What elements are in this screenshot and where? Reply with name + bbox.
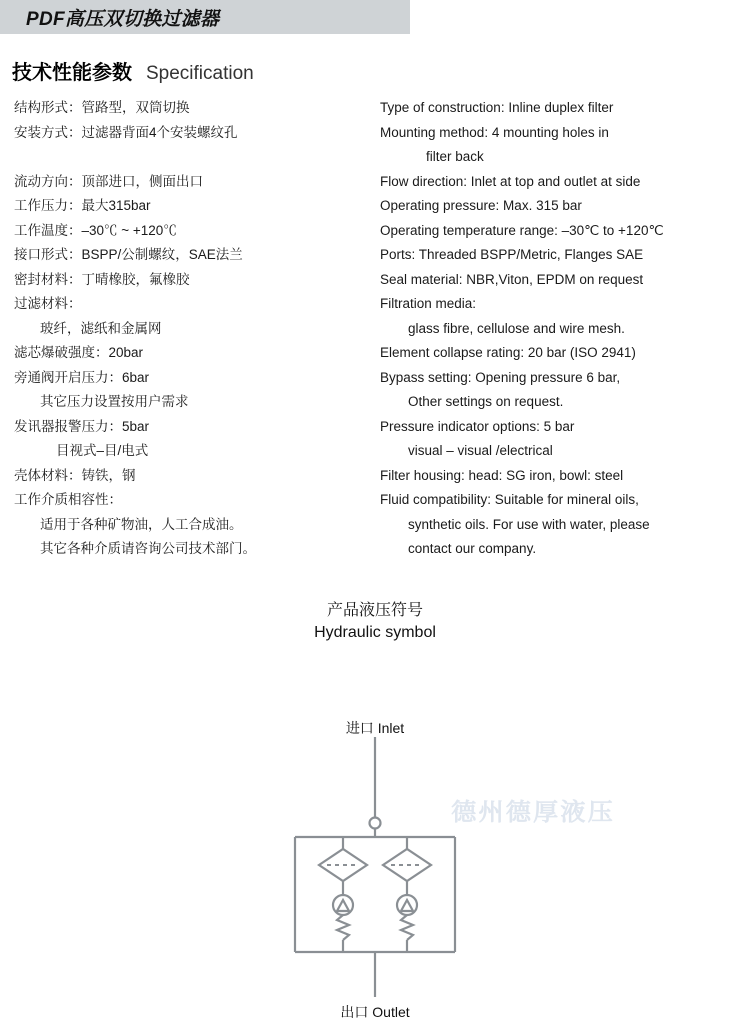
hydraulic-symbol-section — [0, 600, 750, 1020]
spec-label-cn: 目视式–目/电式 — [56, 443, 149, 458]
spec-label-en: Filter housing: head: SG iron, bowl: steel — [380, 467, 624, 483]
spec-label-en: Other settings on request. — [408, 394, 564, 409]
spec-row — [0, 268, 750, 293]
spec-label-en: Operating temperature range: –30℃ to +120℃ — [380, 222, 664, 238]
spec-row — [0, 170, 750, 195]
spec-label-en: Fluid compatibility: Suitable for mineral oils, — [380, 492, 639, 507]
outlet-label: 出口 Outlet — [340, 1004, 410, 1020]
spec-label-en: Mounting method: 4 mounting holes in — [380, 124, 609, 140]
spec-label-cn: 旁通阀开启压力：6bar — [14, 369, 150, 385]
spec-label-cn: 工作温度：–30℃ ~ +120℃ — [14, 222, 177, 238]
spec-label-cn: 密封材料：丁晴橡胶，氟橡胶 — [14, 271, 190, 287]
spec-row — [0, 464, 750, 489]
specification-table — [0, 96, 750, 562]
spec-label-cn: 流动方向：顶部进口，侧面出口 — [14, 173, 203, 189]
spec-label-en: Element collapse rating: 20 bar (ISO 2941) — [380, 345, 636, 360]
spec-row — [0, 96, 750, 121]
spec-row — [0, 292, 750, 317]
spec-row — [0, 121, 750, 146]
spec-label-en: Pressure indicator options: 5 bar — [380, 418, 575, 434]
spec-row — [0, 488, 750, 513]
spec-label-cn: 适用于各种矿物油，人工合成油。 — [40, 516, 243, 532]
spec-row — [0, 439, 750, 464]
spec-label-en: Bypass setting: Opening pressure 6 bar, — [380, 369, 621, 385]
duplex-filter-schematic-icon — [255, 737, 495, 997]
section-title-cn: 技术性能参数 — [12, 62, 132, 84]
spec-label-cn: 工作压力：最大315bar — [14, 198, 151, 213]
spec-label-cn: 结构形式：管路型，双筒切换 — [14, 100, 190, 115]
hydraulic-diagram — [0, 652, 750, 1020]
spec-row — [0, 317, 750, 342]
spec-label-en: Operating pressure: Max. 315 bar — [380, 198, 582, 213]
section-title-en: Specification — [146, 63, 254, 84]
spec-label-cn: 工作介质相容性： — [14, 492, 122, 507]
spec-label-cn: 安装方式：过滤器背面4个安装螺纹孔 — [14, 124, 238, 140]
spec-row — [0, 219, 750, 244]
spec-row — [0, 366, 750, 391]
spec-label-cn: 滤芯爆破强度：20bar — [14, 345, 144, 360]
spec-label-en: synthetic oils. For use with water, please — [408, 516, 650, 532]
spec-label-en: glass fibre, cellulose and wire mesh. — [408, 320, 625, 336]
spec-label-en: visual – visual /electrical — [408, 443, 553, 458]
spec-row — [0, 390, 750, 415]
spec-label-en: Seal material: NBR,Viton, EPDM on request — [380, 271, 644, 287]
spec-label-en: filter back — [426, 149, 484, 164]
section-heading — [12, 56, 254, 85]
inlet-label: 进口 Inlet — [345, 720, 405, 736]
spec-label-en: Flow direction: Inlet at top and outlet at side — [380, 173, 641, 189]
spec-label-cn: 过滤材料： — [14, 296, 82, 311]
symbol-title-en: Hydraulic symbol — [314, 624, 436, 641]
symbol-title-cn: 产品液压符号 — [326, 602, 423, 619]
spec-row — [0, 145, 750, 170]
spec-label-en: Type of construction: Inline duplex filter — [380, 100, 614, 115]
spec-label-cn: 玻纤，滤纸和金属网 — [40, 320, 162, 336]
header-bar — [0, 0, 410, 34]
watermark-text: 德州德厚液压 — [451, 799, 615, 826]
spec-label-en: contact our company. — [408, 541, 537, 556]
page-title: PDF高压双切换过滤器 — [26, 8, 220, 30]
spec-row — [0, 243, 750, 268]
spec-row — [0, 194, 750, 219]
spec-row — [0, 537, 750, 562]
spec-label-cn — [0, 145, 380, 170]
spec-label-en: Filtration media: — [380, 296, 477, 311]
spec-row — [0, 341, 750, 366]
spec-label-cn: 其它各种介质请咨询公司技术部门。 — [40, 541, 256, 556]
spec-label-cn: 壳体材料：铸铁，钢 — [14, 467, 136, 483]
spec-row — [0, 415, 750, 440]
spec-row — [0, 513, 750, 538]
spec-label-cn: 接口形式：BSPP/公制螺纹，SAE法兰 — [14, 247, 243, 262]
spec-label-cn: 其它压力设置按用户需求 — [40, 394, 189, 409]
spec-label-cn: 发讯器报警压力：5bar — [14, 418, 150, 434]
spec-label-en: Ports: Threaded BSPP/Metric, Flanges SAE — [380, 247, 644, 262]
